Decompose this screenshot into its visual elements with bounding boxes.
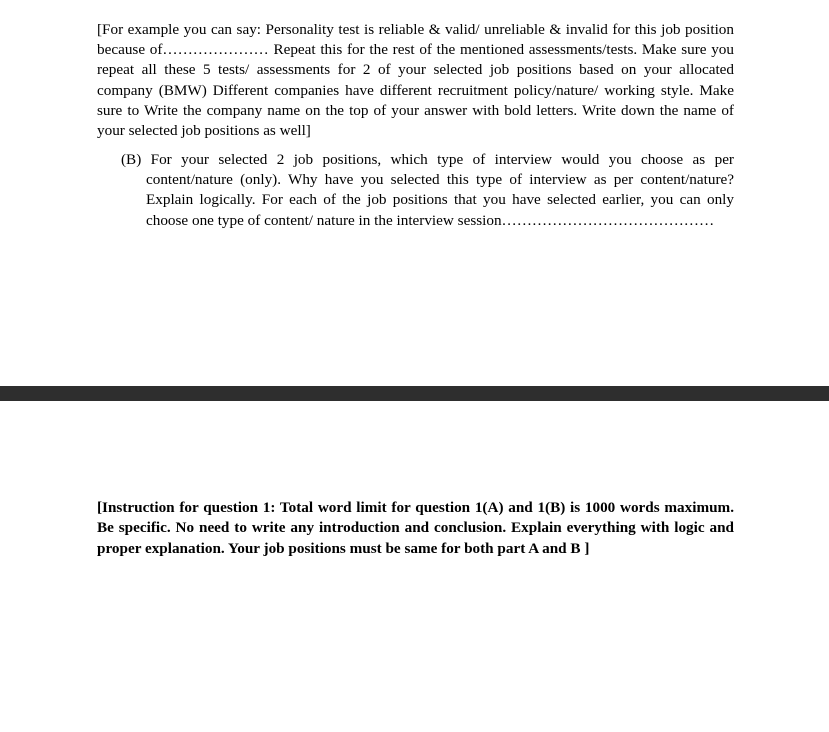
question-1-instruction: [Instruction for question 1: Total word limit for question 1(A) and 1(B) is 1000 words maximum. Be specific. No need to write any introduction and conclusion. Explain everything with logic and proper explanation. Your job positions must be same for both part A and B ]	[97, 499, 734, 557]
example-instructions-paragraph: [For example you can say: Personality test is reliable & valid/ unreliable & invalid for this job position because of………………… Repeat this for the rest of the mentioned assessments/tests. Make sure you repeat all these 5 tests/ assessments for 2 of your selected job positions based on your allocated company (BMW) Different companies have different recruitment policy/nature/ working style. Make sure to Write the company name on the top of your answer with bold letters. Write down the name of your selected job positions as well]	[97, 21, 734, 140]
question-b-text: (B) For your selected 2 job positions, which type of interview would you choose as per content/nature (only). Why have you selected this type of interview as per content/nature? Explain logically. For each of the job positions that you have selected earlier, you can only choose one type of content/ nature in the interview session……………………………………	[121, 151, 734, 229]
question-b-block	[121, 150, 734, 231]
section-divider	[0, 386, 829, 401]
